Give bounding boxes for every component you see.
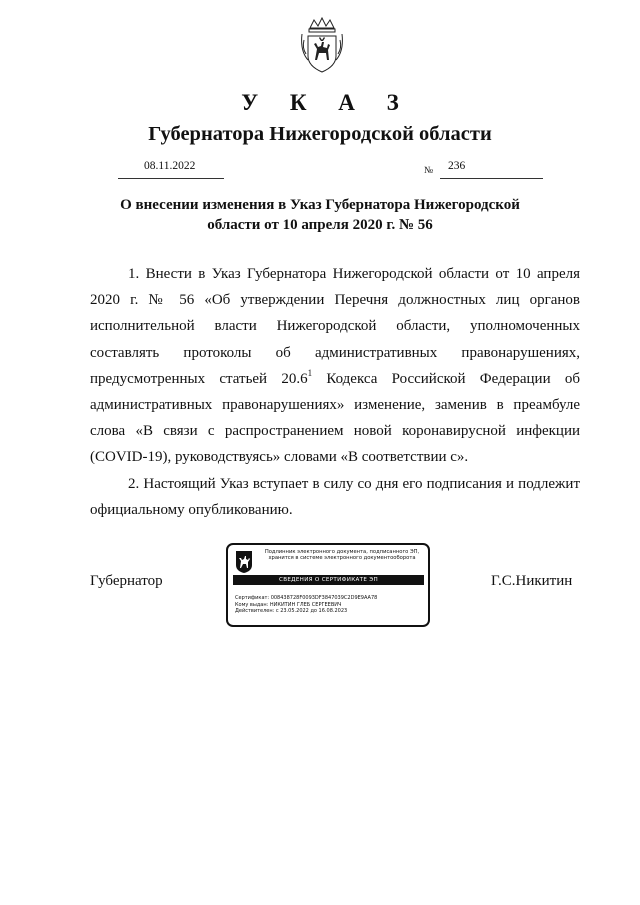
deer-emblem-icon	[235, 550, 253, 574]
certificate-info-bar: СВЕДЕНИЯ О СЕРТИФИКАТЕ ЭП	[233, 575, 424, 585]
subject-line-2: области от 10 апреля 2020 г. № 56	[207, 217, 433, 233]
certificate-validity: Действителен: с 23.05.2022 до 16.08.2023	[235, 608, 348, 615]
document-date: 08.11.2022	[144, 160, 196, 172]
number-sign: №	[424, 166, 434, 176]
certificate-details	[235, 595, 377, 615]
certificate-serial: Сертификат: 008438728F0093DF3847039C2D9E9AA78	[235, 595, 378, 601]
number-field	[440, 160, 543, 179]
electronic-signature-stamp	[226, 543, 430, 627]
document-type: У К А З	[241, 90, 412, 115]
signer-position: Губернатор	[90, 573, 163, 589]
stamp-header	[258, 549, 426, 562]
subject-line-1: О внесении изменения в Указ Губернатора Нижегородской	[120, 197, 520, 213]
paragraph-1	[90, 261, 580, 471]
date-field	[118, 160, 224, 179]
coat-of-arms-icon	[300, 16, 344, 74]
issuer-title: Губернатора Нижегородской области	[148, 123, 492, 145]
stamp-header-line-2: хранится в системе электронного документооборота	[268, 555, 416, 562]
paragraph-1-part-b: Кодекса Российской Федерации об административных правонарушениях» изменение, заменив в преамбуле слова «В связи с распространением новой коронавирусной инфекции (COVID-19), руководствуясь» словами «В соответствии с».	[90, 370, 580, 466]
stamp-header-line-1: Подлинник электронного документа, подписанного ЭП,	[264, 549, 420, 555]
document-subject	[100, 195, 540, 235]
signer-name: Г.С.Никитин	[491, 573, 573, 589]
footnote-superscript: 1	[307, 367, 313, 378]
paragraph-2: 2. Настоящий Указ вступает в силу со дня его подписания и подлежит официальному опубликованию.	[90, 475, 580, 518]
document-body	[90, 261, 580, 523]
certificate-owner: Кому выдан: НИКИТИН ГЛЕБ СЕРГЕЕВИЧ	[235, 601, 342, 608]
paragraph-1-part-a: 1. Внести в Указ Губернатора Нижегородской области от 10 апреля 2020 г. № 56 «Об утверждении Перечня должностных лиц органов исполнительной власти Нижегородской области, уполномоченных составлять протоколы об административных правонарушениях, предусмотренных статьей 20.6	[90, 266, 580, 387]
document-number: 236	[448, 160, 466, 172]
